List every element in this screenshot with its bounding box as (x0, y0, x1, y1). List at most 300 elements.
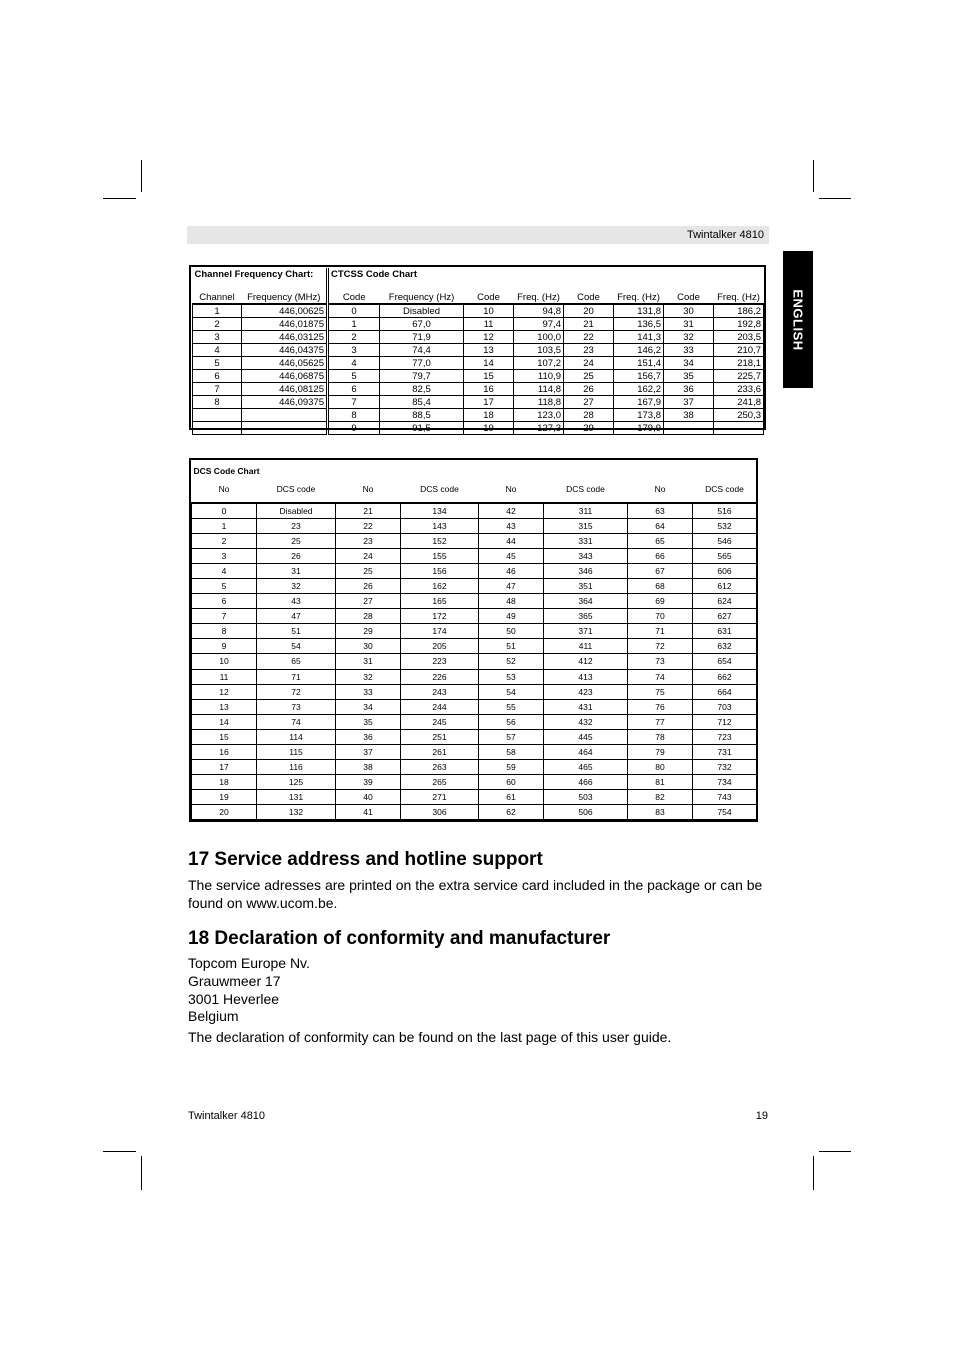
channel-cell: 1 (193, 304, 242, 318)
ctcss-cell: 218,1 (714, 357, 764, 370)
dcs-cell: 423 (544, 684, 628, 699)
table-row (192, 549, 757, 564)
dcs-cell: 1 (192, 519, 257, 534)
ctcss-cell: 23 (564, 344, 614, 357)
dcs-cell: 65 (257, 654, 336, 669)
table-row (193, 331, 764, 344)
section-17-text-line-1: The service adresses are printed on the extra service card included in the package or can be (188, 877, 763, 893)
channel-cell: 446,08125 (242, 383, 328, 396)
ctcss-cell: Disabled (380, 304, 464, 318)
table-row (192, 503, 757, 519)
dcs-cell: 69 (628, 594, 693, 609)
dcs-cell: 174 (401, 624, 479, 639)
ctcss-cell: 85,4 (380, 396, 464, 409)
ctcss-cell: 127,3 (514, 422, 564, 435)
table-row (193, 318, 764, 331)
dcs-cell: 77 (628, 714, 693, 729)
table-row (192, 774, 757, 789)
ctcss-cell: 22 (564, 331, 614, 344)
dcs-cell: 503 (544, 789, 628, 804)
dcs-cell: 6 (192, 594, 257, 609)
dcs-cell: 51 (257, 624, 336, 639)
dcs-cell: 32 (257, 579, 336, 594)
section-17-heading: 17 Service address and hotline support (188, 849, 543, 870)
dcs-cell: 74 (628, 669, 693, 684)
table-row (192, 684, 757, 699)
table-row (193, 383, 764, 396)
ctcss-cell: 225,7 (714, 370, 764, 383)
dcs-cell: 73 (628, 654, 693, 669)
table-row (192, 759, 757, 774)
table-row (192, 699, 757, 714)
table-row (192, 534, 757, 549)
table-row (193, 344, 764, 357)
ctcss-cell: 35 (664, 370, 714, 383)
ctcss-cell: 7 (328, 396, 380, 409)
dcs-cell: 56 (479, 714, 544, 729)
channel-cell: 7 (193, 383, 242, 396)
channel-cell (193, 409, 242, 422)
table-row (192, 804, 757, 819)
crop-mark (103, 198, 136, 199)
ctcss-cell: 36 (664, 383, 714, 396)
dcs-cell: 64 (628, 519, 693, 534)
dcs-cell: 263 (401, 759, 479, 774)
column-header: No (362, 484, 374, 494)
dcs-cell: 116 (257, 759, 336, 774)
dcs-cell: 37 (336, 744, 401, 759)
dcs-cell: 23 (257, 519, 336, 534)
dcs-cell: 664 (693, 684, 757, 699)
column-header: DCS code (276, 484, 316, 494)
ctcss-cell: 33 (664, 344, 714, 357)
dcs-cell: 245 (401, 714, 479, 729)
ctcss-cell: 192,8 (714, 318, 764, 331)
dcs-cell: 27 (336, 594, 401, 609)
dcs-cell: 271 (401, 789, 479, 804)
dcs-cell: 76 (628, 699, 693, 714)
ctcss-cell: 3 (328, 344, 380, 357)
ctcss-cell: 15 (464, 370, 514, 383)
table-row (192, 594, 757, 609)
dcs-cell: 631 (693, 624, 757, 639)
ctcss-cell: 29 (564, 422, 614, 435)
dcs-cell: 156 (401, 564, 479, 579)
dcs-cell: 31 (336, 654, 401, 669)
ctcss-cell: 2 (328, 331, 380, 344)
dcs-cell: 30 (336, 639, 401, 654)
dcs-cell: 42 (479, 503, 544, 519)
dcs-cell: 612 (693, 579, 757, 594)
channel-cell (193, 422, 242, 435)
ctcss-cell: 82,5 (380, 383, 464, 396)
dcs-cell: 306 (401, 804, 479, 819)
ctcss-cell: 19 (464, 422, 514, 435)
dcs-cell: 251 (401, 729, 479, 744)
column-header: DCS code (566, 484, 605, 494)
crop-mark (141, 1156, 142, 1190)
dcs-cell: 3 (192, 549, 257, 564)
ctcss-cell: 74,4 (380, 344, 464, 357)
dcs-cell: 712 (693, 714, 757, 729)
dcs-cell: 47 (257, 609, 336, 624)
dcs-cell: 35 (336, 714, 401, 729)
ctcss-cell: 107,2 (514, 357, 564, 370)
dcs-cell: 754 (693, 804, 757, 819)
ctcss-cell: 16 (464, 383, 514, 396)
dcs-cell: 632 (693, 639, 757, 654)
column-header: Channel (199, 291, 235, 303)
channel-cell: 446,01875 (242, 318, 328, 331)
dcs-cell: 33 (336, 684, 401, 699)
dcs-cell: 47 (479, 579, 544, 594)
ctcss-cell: 146,2 (614, 344, 664, 357)
channel-ctcss-table (192, 268, 764, 435)
dcs-cell: 703 (693, 699, 757, 714)
dcs-cell: 26 (257, 549, 336, 564)
dcs-cell: Disabled (257, 503, 336, 519)
dcs-cell: 162 (401, 579, 479, 594)
dcs-cell: 132 (257, 804, 336, 819)
dcs-cell: 32 (336, 669, 401, 684)
dcs-cell: 346 (544, 564, 628, 579)
dcs-cell: 565 (693, 549, 757, 564)
ctcss-cell: 131,8 (614, 304, 664, 318)
ctcss-cell: 4 (328, 357, 380, 370)
ctcss-cell: 20 (564, 304, 614, 318)
column-header: Frequency (Hz) (388, 291, 455, 303)
dcs-cell: 21 (336, 503, 401, 519)
dcs-cell: 546 (693, 534, 757, 549)
address-line: Grauwmeer 17 (188, 973, 281, 989)
table-row (192, 624, 757, 639)
dcs-cell: 82 (628, 789, 693, 804)
dcs-cell: 17 (192, 759, 257, 774)
ctcss-cell: 233,6 (714, 383, 764, 396)
table-row (192, 519, 757, 534)
dcs-cell: 67 (628, 564, 693, 579)
ctcss-cell: 77,0 (380, 357, 464, 370)
dcs-cell: 54 (257, 639, 336, 654)
dcs-cell: 48 (479, 594, 544, 609)
channel-cell: 446,03125 (242, 331, 328, 344)
dcs-cell: 464 (544, 744, 628, 759)
dcs-cell: 465 (544, 759, 628, 774)
dcs-cell: 125 (257, 774, 336, 789)
dcs-cell: 152 (401, 534, 479, 549)
dcs-cell: 50 (479, 624, 544, 639)
ctcss-cell: 12 (464, 331, 514, 344)
dcs-cell: 226 (401, 669, 479, 684)
dcs-cell: 75 (628, 684, 693, 699)
crop-mark (813, 160, 814, 192)
dcs-cell: 68 (628, 579, 693, 594)
dcs-cell: 83 (628, 804, 693, 819)
ctcss-cell: 34 (664, 357, 714, 370)
column-header: No (218, 484, 230, 494)
dcs-cell: 265 (401, 774, 479, 789)
dcs-cell: 371 (544, 624, 628, 639)
dcs-cell: 59 (479, 759, 544, 774)
dcs-cell: 114 (257, 729, 336, 744)
ctcss-cell: 103,5 (514, 344, 564, 357)
ctcss-cell: 14 (464, 357, 514, 370)
dcs-cell: 31 (257, 564, 336, 579)
table-row (193, 304, 764, 318)
dcs-cell: 45 (479, 549, 544, 564)
dcs-cell: 662 (693, 669, 757, 684)
dcs-cell: 516 (693, 503, 757, 519)
dcs-cell: 364 (544, 594, 628, 609)
dcs-cell: 627 (693, 609, 757, 624)
channel-cell (242, 422, 328, 435)
column-header: Code (577, 291, 600, 303)
dcs-cell: 351 (544, 579, 628, 594)
ctcss-cell: 27 (564, 396, 614, 409)
ctcss-cell: 151,4 (614, 357, 664, 370)
column-header: DCS code (420, 484, 459, 494)
channel-chart-title: Channel Frequency Chart: (194, 269, 314, 280)
dcs-cell: 413 (544, 669, 628, 684)
dcs-cell: 71 (257, 669, 336, 684)
dcs-cell: 25 (257, 534, 336, 549)
dcs-cell: 165 (401, 594, 479, 609)
dcs-cell: 365 (544, 609, 628, 624)
dcs-cell: 54 (479, 684, 544, 699)
dcs-cell: 734 (693, 774, 757, 789)
ctcss-cell: 210,7 (714, 344, 764, 357)
dcs-cell: 49 (479, 609, 544, 624)
table-row (193, 357, 764, 370)
dcs-cell: 244 (401, 699, 479, 714)
dcs-cell: 4 (192, 564, 257, 579)
dcs-cell: 18 (192, 774, 257, 789)
column-header: No (654, 484, 666, 494)
ctcss-cell: 30 (664, 304, 714, 318)
dcs-cell: 38 (336, 759, 401, 774)
dcs-cell: 205 (401, 639, 479, 654)
ctcss-cell: 79,7 (380, 370, 464, 383)
ctcss-cell: 10 (464, 304, 514, 318)
channel-cell: 3 (193, 331, 242, 344)
dcs-cell: 57 (479, 729, 544, 744)
address-line: Topcom Europe Nv. (188, 955, 310, 971)
dcs-cell: 72 (257, 684, 336, 699)
ctcss-cell: 9 (328, 422, 380, 435)
page-number: 19 (755, 1110, 768, 1122)
dcs-cell: 53 (479, 669, 544, 684)
dcs-cell: 723 (693, 729, 757, 744)
dcs-cell: 331 (544, 534, 628, 549)
dcs-cell: 743 (693, 789, 757, 804)
column-header: Code (477, 291, 500, 303)
channel-cell (242, 409, 328, 422)
channel-cell: 446,06875 (242, 370, 328, 383)
ctcss-cell: 8 (328, 409, 380, 422)
ctcss-cell: 179,9 (614, 422, 664, 435)
dcs-cell: 62 (479, 804, 544, 819)
dcs-code-table (191, 460, 757, 820)
dcs-cell: 25 (336, 564, 401, 579)
ctcss-cell: 203,5 (714, 331, 764, 344)
dcs-cell: 73 (257, 699, 336, 714)
dcs-cell: 654 (693, 654, 757, 669)
ctcss-cell: 162,2 (614, 383, 664, 396)
dcs-cell: 311 (544, 503, 628, 519)
dcs-cell: 41 (336, 804, 401, 819)
column-header: Code (677, 291, 700, 303)
dcs-cell: 12 (192, 684, 257, 699)
table-row (192, 714, 757, 729)
column-header: Frequency (MHz) (247, 291, 321, 303)
ctcss-cell: 97,4 (514, 318, 564, 331)
crop-mark (141, 160, 142, 192)
dcs-cell: 0 (192, 503, 257, 519)
dcs-cell: 411 (544, 639, 628, 654)
ctcss-cell: 94,8 (514, 304, 564, 318)
dcs-cell: 23 (336, 534, 401, 549)
dcs-cell: 52 (479, 654, 544, 669)
section-17-text-line-2: found on www.ucom.be. (188, 895, 338, 911)
running-title: Twintalker 4810 (686, 229, 764, 241)
dcs-cell: 70 (628, 609, 693, 624)
ctcss-cell: 31 (664, 318, 714, 331)
dcs-cell: 412 (544, 654, 628, 669)
dcs-cell: 7 (192, 609, 257, 624)
language-tab (783, 251, 813, 388)
dcs-cell: 261 (401, 744, 479, 759)
table-row (192, 609, 757, 624)
ctcss-cell: 11 (464, 318, 514, 331)
dcs-cell: 343 (544, 549, 628, 564)
channel-cell: 446,04375 (242, 344, 328, 357)
ctcss-cell: 71,9 (380, 331, 464, 344)
ctcss-cell: 24 (564, 357, 614, 370)
dcs-cell: 71 (628, 624, 693, 639)
section-18-heading: 18 Declaration of conformity and manufacturer (188, 928, 611, 949)
dcs-code-chart (189, 458, 758, 822)
dcs-cell: 78 (628, 729, 693, 744)
channel-cell: 2 (193, 318, 242, 331)
column-header: Freq. (Hz) (717, 291, 760, 303)
dcs-cell: 624 (693, 594, 757, 609)
dcs-cell: 43 (257, 594, 336, 609)
dcs-cell: 431 (544, 699, 628, 714)
column-header: Freq. (Hz) (517, 291, 560, 303)
dcs-cell: 66 (628, 549, 693, 564)
dcs-cell: 134 (401, 503, 479, 519)
dcs-cell: 60 (479, 774, 544, 789)
ctcss-cell: 110,9 (514, 370, 564, 383)
ctcss-cell: 136,5 (614, 318, 664, 331)
dcs-cell: 46 (479, 564, 544, 579)
table-row (192, 789, 757, 804)
dcs-cell: 39 (336, 774, 401, 789)
channel-cell: 446,00625 (242, 304, 328, 318)
dcs-cell: 155 (401, 549, 479, 564)
dcs-cell: 506 (544, 804, 628, 819)
dcs-cell: 10 (192, 654, 257, 669)
dcs-cell: 8 (192, 624, 257, 639)
ctcss-cell: 186,2 (714, 304, 764, 318)
table-row (193, 396, 764, 409)
dcs-cell: 26 (336, 579, 401, 594)
dcs-cell: 14 (192, 714, 257, 729)
table-row (192, 579, 757, 594)
ctcss-cell: 123,0 (514, 409, 564, 422)
dcs-cell: 466 (544, 774, 628, 789)
ctcss-cell: 114,8 (514, 383, 564, 396)
dcs-cell: 40 (336, 789, 401, 804)
header-bar (187, 226, 769, 244)
dcs-cell: 243 (401, 684, 479, 699)
channel-cell: 4 (193, 344, 242, 357)
channel-cell: 446,09375 (242, 396, 328, 409)
dcs-cell: 72 (628, 639, 693, 654)
dcs-cell: 24 (336, 549, 401, 564)
dcs-cell: 61 (479, 789, 544, 804)
ctcss-cell: 13 (464, 344, 514, 357)
dcs-cell: 29 (336, 624, 401, 639)
dcs-cell: 606 (693, 564, 757, 579)
ctcss-cell: 100,0 (514, 331, 564, 344)
ctcss-cell: 6 (328, 383, 380, 396)
dcs-cell: 22 (336, 519, 401, 534)
column-header: No (505, 484, 517, 494)
dcs-cell: 20 (192, 804, 257, 819)
dcs-cell: 172 (401, 609, 479, 624)
channel-cell: 5 (193, 357, 242, 370)
ctcss-cell: 141,3 (614, 331, 664, 344)
dcs-cell: 532 (693, 519, 757, 534)
table-row (192, 669, 757, 684)
table-row (193, 422, 764, 435)
ctcss-chart-title: CTCSS Code Chart (328, 268, 764, 291)
ctcss-cell: 156,7 (614, 370, 664, 383)
dcs-cell: 432 (544, 714, 628, 729)
dcs-cell: 80 (628, 759, 693, 774)
ctcss-cell: 25 (564, 370, 614, 383)
table-row (193, 409, 764, 422)
dcs-cell: 34 (336, 699, 401, 714)
channel-cell: 8 (193, 396, 242, 409)
dcs-cell: 2 (192, 534, 257, 549)
dcs-cell: 15 (192, 729, 257, 744)
dcs-cell: 65 (628, 534, 693, 549)
dcs-cell: 16 (192, 744, 257, 759)
dcs-cell: 131 (257, 789, 336, 804)
column-header: DCS code (705, 484, 744, 494)
dcs-cell: 44 (479, 534, 544, 549)
ctcss-cell: 26 (564, 383, 614, 396)
dcs-cell: 79 (628, 744, 693, 759)
footer-title: Twintalker 4810 (188, 1110, 266, 1122)
ctcss-cell: 38 (664, 409, 714, 422)
dcs-cell: 5 (192, 579, 257, 594)
ctcss-cell (714, 422, 764, 435)
table-row (192, 654, 757, 669)
channel-ctcss-chart (189, 265, 766, 434)
declaration-text: The declaration of conformity can be found on the last page of this user guide. (188, 1029, 672, 1045)
dcs-cell: 732 (693, 759, 757, 774)
dcs-cell: 9 (192, 639, 257, 654)
dcs-cell: 13 (192, 699, 257, 714)
dcs-cell: 36 (336, 729, 401, 744)
dcs-cell: 731 (693, 744, 757, 759)
dcs-cell: 58 (479, 744, 544, 759)
dcs-cell: 223 (401, 654, 479, 669)
ctcss-cell: 17 (464, 396, 514, 409)
